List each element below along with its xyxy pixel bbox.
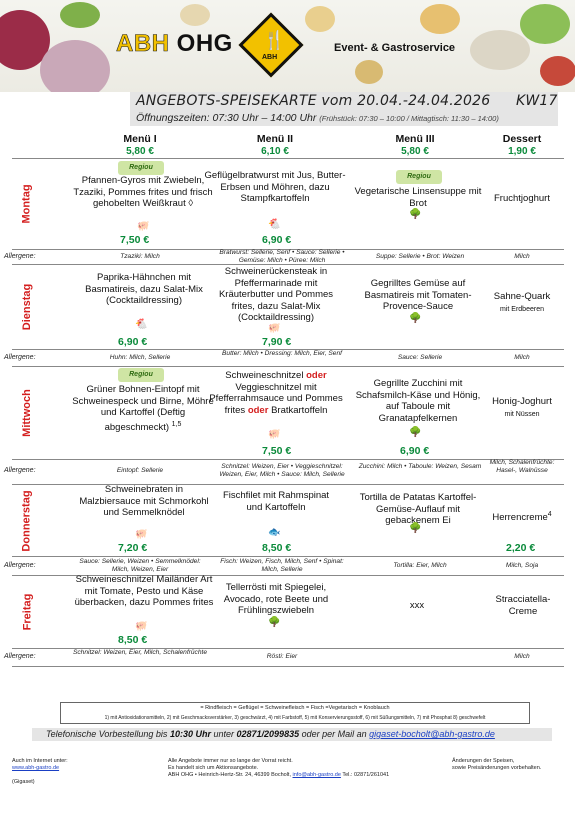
dish-text: Pfannen-Gyros mit Zwiebeln, Tzaziki, Pommes frites und frisch gehobelten Weißkraut bbox=[73, 175, 213, 209]
day-label-donnerstag: Donnerstag bbox=[21, 489, 33, 552]
food-decoration bbox=[470, 30, 530, 70]
dish-text: Schweinebraten in Malzbiersauce mit Schmorkohl und Semmelknödel bbox=[79, 484, 209, 518]
dish-text: Vegetarische Linsensuppe mit Brot bbox=[354, 186, 482, 209]
row-divider bbox=[12, 556, 564, 557]
dish-text: Stracciatella-Creme bbox=[495, 594, 551, 617]
footer-text: Alle Angebote immer nur so lange der Vorrat reicht. bbox=[168, 758, 293, 764]
allergen-label: Allergene: bbox=[4, 653, 36, 660]
allergen-label: Allergene: bbox=[4, 467, 36, 474]
column-price: 1,90 € bbox=[508, 146, 536, 157]
menu1-dish bbox=[74, 484, 214, 519]
dish-text: Herrencreme bbox=[492, 512, 548, 524]
dish-text: Schweinerückensteak in Pfeffermarinade mit Kräuterbutter und Pommes frites, dazu Salat-Mix (Cocktaildressing) bbox=[218, 266, 334, 323]
column-price: 6,10 € bbox=[261, 146, 289, 157]
menu-title: ANGEBOTS-SPEISEKARTE vom 20.04.-24.04.2026 bbox=[136, 93, 491, 109]
garlic-icon: ◊ bbox=[185, 198, 194, 209]
dish-note: mit Erdbeeren bbox=[500, 305, 544, 313]
food-decoration bbox=[180, 4, 210, 26]
footer-text: Änderungen der Speisen, bbox=[452, 758, 515, 764]
menu3-allergens: Tortilla: Eier, Milch bbox=[393, 562, 447, 569]
dish-text: Gegrillte Zucchini mit Schafsmilch-Käse und Hönig, auf Taboule mit Granatapfelkernen bbox=[355, 378, 481, 424]
legend-box bbox=[60, 702, 530, 724]
food-decoration bbox=[540, 56, 575, 86]
dish-text: Schweineschnitzel Mailänder Art mit Tomate, Pesto und Käse überbacken, dazu Pommes frites bbox=[74, 574, 214, 608]
poultry-icon: 🐔 bbox=[268, 219, 281, 230]
menu1-price: 7,50 € bbox=[120, 234, 150, 246]
menu2-allergens: Butter: Milch • Dressing: Milch, Eier, Senf bbox=[222, 350, 342, 357]
day-label-montag: Montag bbox=[21, 184, 34, 224]
menu2-dish bbox=[200, 170, 350, 205]
menu1-dish bbox=[70, 574, 218, 609]
logo-label: ABH bbox=[262, 54, 278, 61]
allergen-label: Allergene: bbox=[4, 354, 36, 361]
dish-text: Honig-Joghurt bbox=[492, 396, 552, 407]
pork-icon: 🐖 bbox=[268, 323, 281, 334]
column-name: Dessert bbox=[502, 133, 542, 145]
menu2-allergens: Fisch: Weizen, Fisch, Milch, Senf • Spinat: Milch, Sellerie bbox=[220, 558, 344, 573]
preorder-text: Telefonische Vorbestellung bis bbox=[46, 729, 168, 739]
menu1-dish bbox=[68, 175, 218, 210]
menu2-allergens: Rösti: Eier bbox=[266, 653, 298, 660]
preorder-time: 10:30 Uhr bbox=[169, 729, 211, 739]
footer-right bbox=[452, 758, 567, 772]
dessert-allergens: Milch, Schalenfrüchte: Hasel-, Walnüsse bbox=[489, 459, 555, 474]
additive-marker: 1,5 bbox=[171, 420, 182, 428]
vegetarian-icon: 🌳 bbox=[268, 617, 281, 628]
menu1-allergens: Eintopf: Sellerie bbox=[116, 467, 164, 474]
dessert-dish bbox=[482, 291, 562, 315]
menu2-dish bbox=[210, 582, 342, 617]
column-head-menu2 bbox=[235, 133, 315, 157]
menu3-allergens: Suppe: Sellerie • Brot: Weizen bbox=[375, 253, 465, 260]
menu2-dish bbox=[206, 370, 346, 416]
row-divider bbox=[12, 366, 564, 367]
vegetarian-icon: 🌳 bbox=[409, 427, 422, 438]
menu2-price: 8,50 € bbox=[262, 542, 292, 554]
menu1-price: 7,20 € bbox=[118, 542, 148, 554]
footer-text: Tel.: 02871/261041 bbox=[342, 772, 390, 778]
menu2-dish bbox=[214, 490, 338, 513]
day-label-freitag: Freitag bbox=[21, 593, 33, 631]
dessert-price: 2,20 € bbox=[506, 542, 536, 554]
pork-icon: 🐖 bbox=[135, 529, 148, 540]
day-label-mittwoch: Mittwoch bbox=[21, 389, 34, 437]
dish-text: Fischfilet mit Rahmspinat und Kartoffeln bbox=[222, 490, 330, 513]
column-head-menu3 bbox=[375, 133, 455, 157]
pork-icon: 🐖 bbox=[268, 429, 281, 440]
menu1-dish bbox=[74, 272, 214, 307]
food-decoration bbox=[60, 2, 100, 28]
row-divider bbox=[12, 666, 564, 667]
phone-number: 02871/2099835 bbox=[236, 729, 300, 739]
fork-knife-icon: 🍴 bbox=[263, 30, 286, 50]
menu1-allergens: Sauce: Sellerie, Weizen • Semmelknödel: Milch, Weizen, Eier bbox=[79, 558, 201, 573]
fish-icon: 🐟 bbox=[268, 527, 281, 538]
dessert-dish bbox=[482, 193, 562, 205]
dessert-dish bbox=[482, 396, 562, 420]
food-decoration bbox=[520, 4, 570, 44]
menu1-price: 8,50 € bbox=[118, 634, 148, 646]
footer-text: ABH OHG • Heinrich-Hertz-Str. 24, 46399 Bocholt, bbox=[168, 772, 291, 778]
preorder-text: unter bbox=[213, 729, 234, 739]
menu3-dish bbox=[372, 600, 462, 612]
menu3-allergens: Zucchini: Milch • Taboule: Weizen, Sesam bbox=[358, 463, 482, 470]
vegetarian-icon: 🌳 bbox=[409, 313, 422, 324]
row-divider bbox=[12, 158, 564, 159]
dessert-allergens: Milch bbox=[514, 253, 530, 260]
dish-text: xxx bbox=[409, 600, 425, 611]
food-decoration bbox=[305, 6, 335, 32]
column-name: Menü III bbox=[395, 133, 435, 145]
column-head-dessert bbox=[482, 133, 562, 157]
region-badge: Regiou bbox=[396, 170, 442, 184]
column-price: 5,80 € bbox=[126, 146, 154, 157]
footer-text: sowie Preisänderungen vorbehalten. bbox=[452, 765, 542, 771]
column-price: 5,80 € bbox=[401, 146, 429, 157]
brand-logo-text bbox=[116, 30, 233, 58]
menu3-allergens: Sauce: Sellerie bbox=[397, 354, 443, 361]
dish-text: Grüner Bohnen-Eintopf mit Schweinespeck und Birne, Möhre und Kartoffel (Deftig abgeschmeckt) bbox=[72, 384, 214, 433]
vegetarian-icon: 🌳 bbox=[409, 209, 422, 220]
calendar-week: KW17 bbox=[516, 93, 558, 109]
info-email-link[interactable]: info@abh-gastro.de bbox=[292, 772, 341, 778]
dessert-allergens: Milch bbox=[514, 354, 530, 361]
dessert-allergens: Milch, Soja bbox=[505, 562, 539, 569]
menu2-price: 7,90 € bbox=[262, 336, 292, 348]
menu3-dish bbox=[350, 492, 486, 527]
dessert-dish bbox=[482, 509, 562, 524]
pork-icon: 🐖 bbox=[135, 621, 148, 632]
website-link[interactable]: www.abh-gastro.de bbox=[12, 765, 60, 771]
column-head-menu1 bbox=[100, 133, 180, 157]
additive-marker: 4 bbox=[547, 511, 552, 518]
dish-text: Schweineschnitzel bbox=[225, 370, 304, 381]
or-marker: oder bbox=[247, 404, 269, 416]
food-decoration bbox=[420, 4, 460, 34]
column-name: Menü II bbox=[256, 133, 294, 145]
dish-text: Tortilla de Patatas Kartoffel-Gemüse-Auflauf mit gebackenem Ei bbox=[359, 492, 477, 526]
header-banner bbox=[0, 0, 575, 92]
region-badge: Regiou bbox=[118, 368, 164, 382]
food-decoration bbox=[40, 40, 110, 92]
opening-hours bbox=[136, 112, 499, 124]
email-link[interactable]: gigaset-bocholt@abh-gastro.de bbox=[369, 729, 495, 739]
menu2-price: 6,90 € bbox=[262, 234, 292, 246]
dish-text: Sahne-Quark bbox=[493, 291, 551, 302]
brand-ohg: OHG bbox=[176, 30, 233, 57]
menu3-dish bbox=[352, 278, 484, 313]
region-badge: Regiou bbox=[118, 161, 164, 175]
menu3-dish bbox=[348, 186, 488, 209]
menu3-price: 6,90 € bbox=[400, 445, 430, 457]
page-title bbox=[136, 93, 558, 109]
brand-abh: ABH bbox=[116, 30, 170, 57]
dish-text: Fruchtjoghurt bbox=[494, 193, 550, 204]
footer-text: (Gigaset) bbox=[12, 779, 35, 785]
vegetarian-icon: 🌳 bbox=[409, 523, 422, 534]
menu2-allergens: Schnitzel: Weizen, Eier • Veggieschnitzel: Weizen, Eier, Milch • Sauce: Milch, Sellerie bbox=[219, 463, 345, 478]
hours-detail: (Frühstück: 07:30 – 10:00 / Mittagtisch: 11:30 – 14:00) bbox=[319, 114, 499, 123]
dish-text: Paprika-Hähnchen mit Basmatireis, dazu Salat-Mix (Cocktaildressing) bbox=[85, 272, 203, 306]
footer-left bbox=[12, 758, 162, 786]
allergen-label: Allergene: bbox=[4, 562, 36, 569]
preorder-text: oder per Mail an bbox=[301, 729, 367, 739]
menu2-price: 7,50 € bbox=[262, 445, 292, 457]
menu1-dish bbox=[68, 384, 218, 433]
dish-text: Veggieschnitzel mit Pfefferrahmsauce und Pommes frites bbox=[209, 381, 343, 416]
allergen-label: Allergene: bbox=[4, 253, 36, 260]
menu3-dish bbox=[352, 378, 484, 424]
legend-additives: 1) mit Antioxidationsmitteln, 2) mit Geschmacksverstärker, 3) geschwärzt, 4) mit Farbstoff, 5) mit Konservierungsstoff, 6) mit Süßungsmitteln, 7) mit Phosphat 8) geschwefelt bbox=[104, 715, 486, 721]
dish-note: mit Nüssen bbox=[504, 410, 540, 418]
footer-middle bbox=[168, 758, 428, 779]
menu1-allergens: Tzaziki: Milch bbox=[120, 253, 160, 260]
pork-icon: 🐖 bbox=[137, 221, 150, 232]
footer-text: Es handelt sich um Aktionsangebote. bbox=[168, 765, 259, 771]
column-name: Menü I bbox=[123, 133, 157, 145]
preorder-info bbox=[46, 729, 495, 739]
footer-text: Auch im Internet unter: bbox=[12, 758, 68, 764]
legend-symbols: = Rindfleisch = Geflügel = Schweinefleisch = Fisch =Vegetarisch = Knoblauch bbox=[200, 705, 390, 711]
hours-main: Öffnungszeiten: 07:30 Uhr – 14:00 Uhr bbox=[136, 112, 317, 124]
day-label-dienstag: Dienstag bbox=[21, 283, 33, 331]
dessert-allergens: Milch bbox=[514, 653, 530, 660]
dish-text: Bratkartoffeln bbox=[271, 404, 328, 416]
tagline: Event- & Gastroservice bbox=[334, 42, 456, 54]
dish-text: Geflügelbratwurst mit Jus, Butter-Erbsen und Möhren, dazu Stampfkartoffeln bbox=[204, 170, 346, 204]
poultry-icon: 🐔 bbox=[135, 319, 148, 330]
dish-text: Gegrilltes Gemüse auf Basmatireis mit Tomaten-Provence-Sauce bbox=[364, 278, 472, 312]
food-decoration bbox=[355, 60, 383, 84]
dish-text: Tellerrösti mit Spiegelei, Avocado, rote Beete und Frühlingszwiebeln bbox=[223, 582, 329, 616]
menu2-dish bbox=[208, 266, 344, 324]
menu1-allergens: Schnitzel: Weizen, Eier, Milch, Schalenfrüchte bbox=[72, 649, 207, 656]
menu1-price: 6,90 € bbox=[118, 336, 148, 348]
menu1-allergens: Huhn: Milch, Sellerie bbox=[109, 354, 171, 361]
menu2-allergens: Bratwurst: Sellerie, Senf • Sauce: Sellerie • Gemüse: Milch • Püree: Milch bbox=[219, 249, 345, 264]
or-marker: oder bbox=[306, 370, 327, 381]
dessert-dish bbox=[492, 594, 554, 617]
